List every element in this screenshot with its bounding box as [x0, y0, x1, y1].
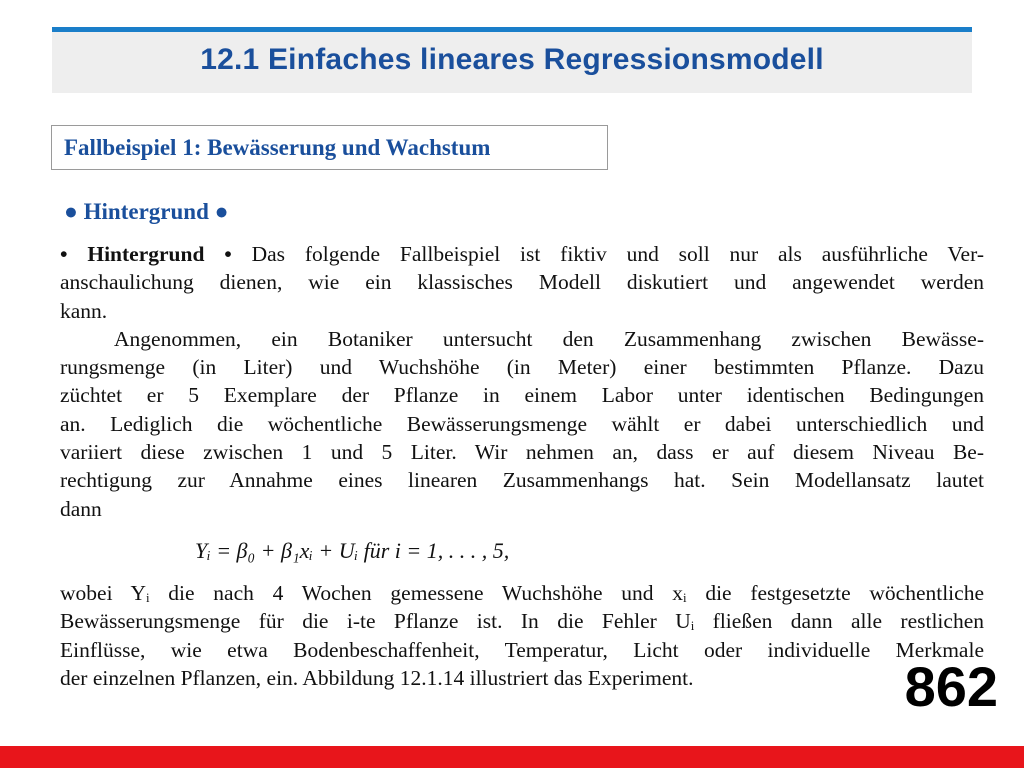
text-line: Einflüsse, wie etwa Bodenbeschaffenheit, Temperatur, Licht oder individuelle Merkmale	[60, 637, 984, 662]
text-line: rechtigung zur Annahme eines linearen Zusammenhangs hat. Sein Modellansatz lautet	[60, 468, 984, 493]
scanned-text-block	[60, 240, 984, 692]
text-line: anschaulichung dienen, wie ein klassisches Modell diskutiert und angewendet werden	[60, 270, 984, 295]
text-line: der einzelnen Pflanzen, ein. Abbildung 12.1.14 illustriert das Experiment.	[60, 665, 694, 690]
case-study-title: Fallbeispiel 1: Bewässerung und Wachstum	[64, 135, 491, 160]
slide-title: 12.1 Einfaches lineares Regressionsmodell	[200, 43, 824, 76]
footer-bar	[0, 746, 1024, 768]
text-line: Angenommen, ein Botaniker untersucht den Zusammenhang zwischen Bewässe-	[114, 326, 984, 351]
text-line: Bewässerungsmenge für die i-te Pflanze ist. In die Fehler Uᵢ fließen dann alle restlichen	[60, 609, 984, 634]
page-number: 862	[904, 655, 998, 718]
text-line: rungsmenge (in Liter) und Wuchshöhe (in Meter) einer bestimmten Pflanze. Dazu	[60, 355, 984, 380]
text-line	[60, 240, 984, 268]
case-study-box	[51, 125, 608, 170]
text-line: an. Lediglich die wöchentliche Bewässerungsmenge wählt er dabei unterschiedlich und	[60, 411, 984, 436]
text-line: variiert diese zwischen 1 und 5 Liter. Wir nehmen an, dass er auf diesem Niveau Be-	[60, 440, 984, 465]
slide-header	[52, 27, 972, 93]
text-line: wobei Yᵢ die nach 4 Wochen gemessene Wuchshöhe und xᵢ die festgesetzte wöchentliche	[60, 580, 984, 605]
section-heading: ● Hintergrund ●	[64, 199, 229, 224]
regression-formula: Yᵢ = β₀ + β₁xᵢ + Uᵢ für i = 1, . . . , 5,	[195, 537, 510, 563]
text-line-content: Das folgende Fallbeispiel ist fiktiv und soll nur als ausführliche Ver-	[251, 242, 984, 266]
text-line: züchtet er 5 Exemplare der Pflanze in einem Labor unter identischen Bedingungen	[60, 383, 984, 408]
intro-label: • Hintergrund •	[60, 242, 232, 266]
text-line: kann.	[60, 298, 108, 323]
text-line: dann	[60, 496, 102, 521]
